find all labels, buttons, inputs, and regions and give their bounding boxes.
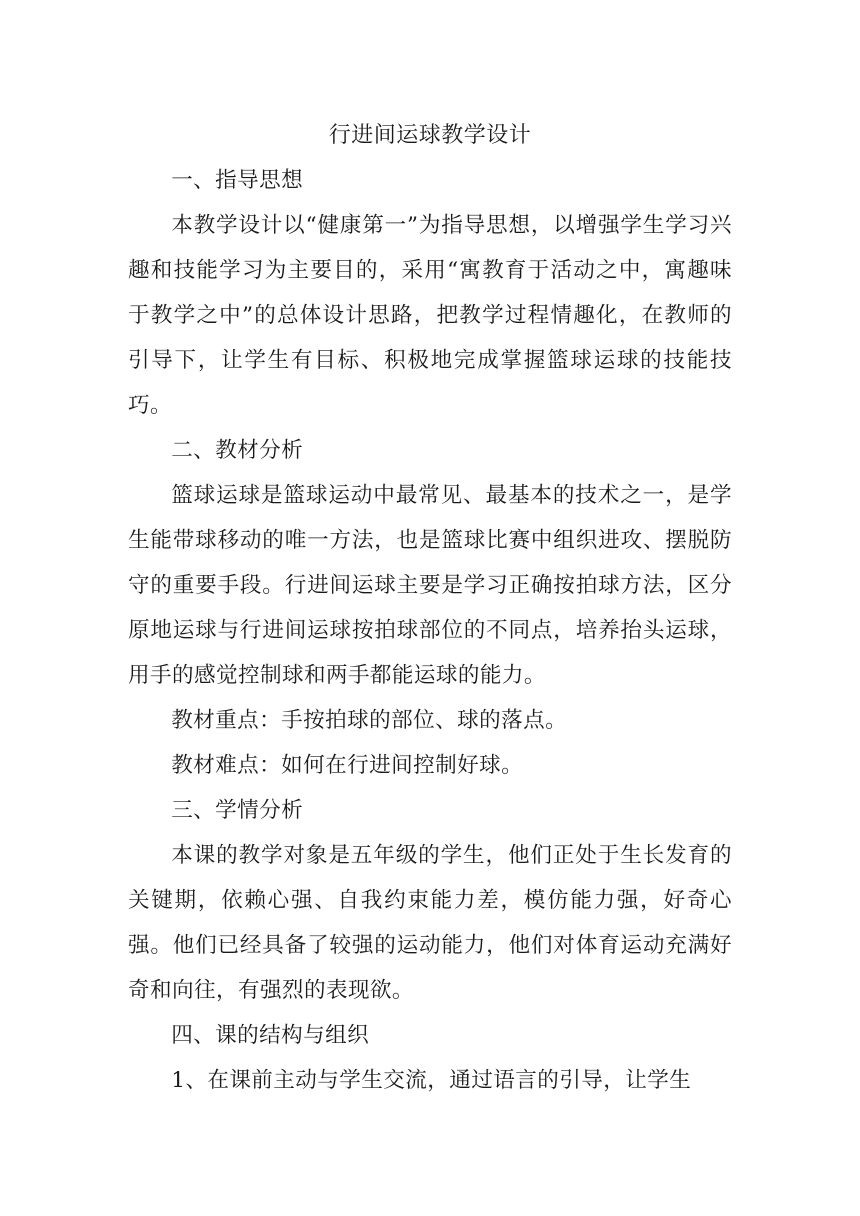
- section-heading-student-analysis: 三、学情分析: [171, 798, 304, 823]
- paragraph-material-analysis: 篮球运球是篮球运动中最常见、最基本的技术之一，是学生能带球移动的唯一方法，也是篮球比赛中组织进攻、摆脱防守的重要手段。行进间运球主要是学习正确按拍球方法，区分原地运球与行进间运球按拍球部位的不同点，培养抬头运球，用手的感觉控制球和两手都能运球的能力。: [128, 483, 732, 688]
- section-heading-lesson-structure: 四、课的结构与组织: [171, 1023, 370, 1048]
- paragraph-key-points: 教材重点：手按拍球的部位、球的落点。: [171, 708, 568, 733]
- paragraph-student-analysis: 本课的教学对象是五年级的学生，他们正处于生长发育的关键期，依赖心强、自我约束能力差，模仿能力强，好奇心强。他们已经具备了较强的运动能力，他们对体育运动充满好奇和向往，有强烈的表现欲。: [128, 843, 732, 1003]
- section-heading-material-analysis: 二、教材分析: [171, 438, 304, 463]
- paragraph-lesson-structure: 1、在课前主动与学生交流，通过语言的引导，让学生: [171, 1068, 692, 1093]
- paragraph-guiding-ideology: 本教学设计以“健康第一”为指导思想，以增强学生学习兴趣和技能学习为主要目的，采用“寓教育于活动之中，寓趣味于教学之中”的总体设计思路，把教学过程情趣化，在教师的引导下，让学生有目标、积极地完成掌握篮球运球的技能技巧。: [128, 213, 732, 418]
- document-title: 行进间运球教学设计: [328, 123, 532, 148]
- paragraph-difficult-points: 教材难点：如何在行进间控制好球。: [171, 753, 524, 778]
- document-body: [128, 158, 732, 1103]
- section-heading-guiding-ideology: 一、指导思想: [171, 168, 304, 193]
